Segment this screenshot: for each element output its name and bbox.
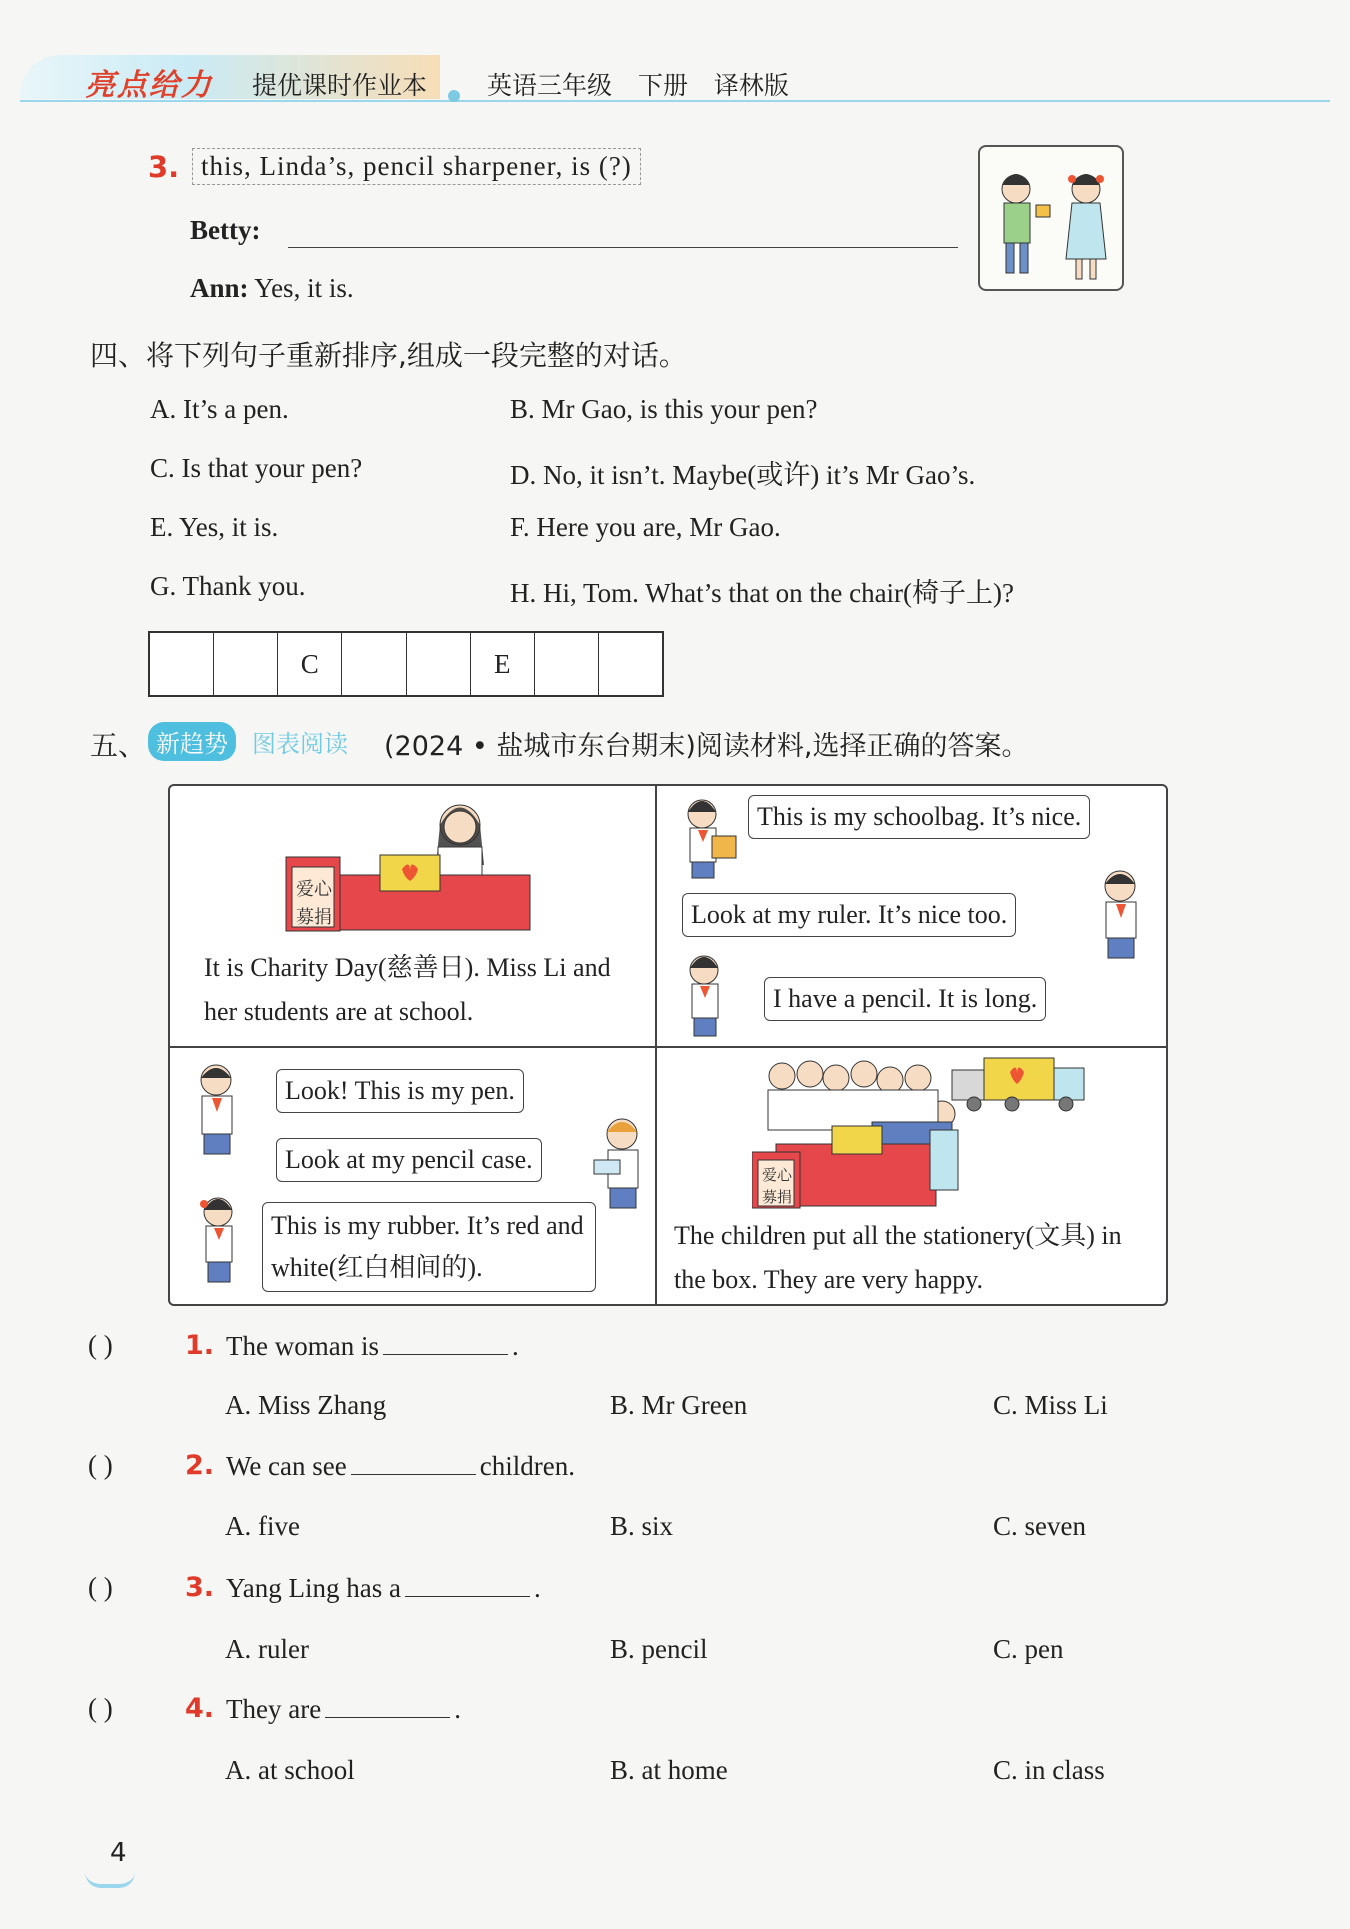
header-subtitle: 提优课时作业本 <box>252 71 428 100</box>
header-brand: 亮点给力 <box>85 68 213 103</box>
sign-1-line-2: 募捐 <box>296 907 332 928</box>
s4-option-g: G. Thank you. <box>150 571 306 601</box>
panel-4-text: The children put all the stationery(文具) in the box. They are very happy. <box>674 1221 1122 1294</box>
q1-paren[interactable]: ( ) <box>88 1330 113 1360</box>
q3-stem <box>226 1572 541 1604</box>
answer-cell-3[interactable]: C <box>278 633 342 695</box>
q1-after: . <box>511 1331 519 1361</box>
panel-3-bubble-1: Look! This is my pen. <box>276 1069 524 1113</box>
new-trend-badge: 新趋势 <box>148 722 236 761</box>
order-answer-box <box>148 631 664 697</box>
grid-divider-vertical <box>655 784 657 1306</box>
q4-option-b: B. at home <box>610 1755 728 1785</box>
q3-option-c: C. pen <box>993 1634 1064 1664</box>
betty-answer-line[interactable] <box>288 247 958 248</box>
q1-option-b: B. Mr Green <box>610 1390 748 1420</box>
panel-2-bubble-1: This is my schoolbag. It’s nice. <box>748 795 1090 839</box>
panel-2-bubble-2: Look at my ruler. It’s nice too. <box>682 893 1016 937</box>
grid-divider-horizontal <box>168 1046 1168 1048</box>
answer-cell-6[interactable]: E <box>471 633 535 695</box>
s4-option-d: D. No, it isn’t. Maybe(或许) it’s Mr Gao’s. <box>510 460 976 490</box>
q2-blank[interactable] <box>351 1450 476 1475</box>
q1-before: The woman is <box>226 1331 379 1361</box>
q2-after: children. <box>479 1451 575 1481</box>
s4-option-h: H. Hi, Tom. What’s that on the chair(椅子上)? <box>510 578 1015 608</box>
answer-cell-2[interactable] <box>214 633 278 695</box>
betty-label: Betty: <box>190 215 261 245</box>
q4-option-a: A. at school <box>225 1755 355 1785</box>
q2-paren[interactable]: ( ) <box>88 1450 113 1480</box>
q3-after: . <box>534 1573 541 1603</box>
s4-option-a: A. It’s a pen. <box>150 394 289 424</box>
section-4-title: 四、将下列句子重新排序,组成一段完整的对话。 <box>90 339 687 372</box>
q2-number: 2. <box>185 1450 215 1481</box>
betty-row <box>190 215 260 246</box>
sign-1-line-1: 爱心 <box>296 879 332 900</box>
section-5-title: (2024 • 盐城市东台期末)阅读材料,选择正确的答案。 <box>384 731 1029 762</box>
q2-option-b: B. six <box>610 1511 674 1541</box>
q2-option-c: C. seven <box>993 1511 1086 1541</box>
sign-2-line-1: 爱心 <box>762 1166 793 1184</box>
q4-before: They are <box>226 1694 322 1724</box>
q3-before: Yang Ling has a <box>226 1573 401 1603</box>
q1-blank[interactable] <box>383 1330 508 1355</box>
answer-cell-4[interactable] <box>342 633 406 695</box>
question-3-words: this, Linda’s, pencil sharpener, is (?) <box>192 148 641 185</box>
panel-3-bubble-2: Look at my pencil case. <box>276 1138 542 1182</box>
answer-cell-5[interactable] <box>407 633 471 695</box>
sign-2-line-2: 募捐 <box>762 1188 793 1206</box>
q2-stem <box>226 1450 575 1482</box>
girl-pencil-icon <box>676 948 740 1048</box>
panel-1-text: It is Charity Day(慈善日). Miss Li and her students are at school. <box>204 953 611 1026</box>
q3-blank[interactable] <box>405 1572 530 1597</box>
q4-option-c: C. in class <box>993 1755 1105 1785</box>
s4-option-f: F. Here you are, Mr Gao. <box>510 512 781 542</box>
q3-option-b: B. pencil <box>610 1634 708 1664</box>
donation-sign-2 <box>762 1164 792 1208</box>
donation-sign-1 <box>296 876 332 932</box>
girl-schoolbag-icon <box>676 794 740 888</box>
q3-option-a: A. ruler <box>225 1634 309 1664</box>
page-number: 4 <box>110 1838 127 1868</box>
ann-row <box>190 273 354 304</box>
q3-number: 3. <box>185 1572 215 1603</box>
s4-option-b: B. Mr Gao, is this your pen? <box>510 394 818 424</box>
answer-cell-1[interactable] <box>150 633 214 695</box>
children-donation-illustration <box>752 1052 1092 1216</box>
boy-ruler-icon <box>1082 864 1152 968</box>
panel-2-bubble-3: I have a pencil. It is long. <box>764 977 1046 1021</box>
q1-option-a: A. Miss Zhang <box>225 1390 387 1420</box>
answer-cell-8[interactable] <box>599 633 662 695</box>
answer-cell-7[interactable] <box>535 633 599 695</box>
header-dot <box>448 90 460 102</box>
page-number-arc <box>85 1872 135 1888</box>
boy-pen-icon <box>186 1058 260 1166</box>
ann-answer: Yes, it is. <box>254 273 354 303</box>
boy-pencil-case-icon <box>592 1112 652 1220</box>
header-book-info: 英语三年级 下册 译林版 <box>487 71 789 100</box>
ann-label: Ann: <box>190 273 249 303</box>
q1-option-c: C. Miss Li <box>993 1390 1108 1420</box>
q3-paren[interactable]: ( ) <box>88 1572 113 1602</box>
chart-reading-badge: 图表阅读 <box>252 730 348 758</box>
girl-rubber-icon <box>188 1190 256 1298</box>
two-girls-illustration <box>978 145 1124 291</box>
q1-stem <box>226 1330 519 1362</box>
q4-number: 4. <box>185 1693 215 1724</box>
s4-option-e: E. Yes, it is. <box>150 512 279 542</box>
question-3-number: 3. <box>148 150 180 184</box>
s4-option-c: C. Is that your pen? <box>150 453 363 483</box>
q2-option-a: A. five <box>225 1511 300 1541</box>
section-5-prefix: 五、 <box>90 729 147 762</box>
q2-before: We can see <box>226 1451 347 1481</box>
q4-after: . <box>454 1694 461 1724</box>
q4-blank[interactable] <box>325 1693 450 1718</box>
q1-number: 1. <box>185 1330 215 1361</box>
q4-paren[interactable]: ( ) <box>88 1693 113 1723</box>
q4-stem <box>226 1693 461 1725</box>
panel-3-bubble-3: This is my rubber. It’s red and white(红白相间的). <box>262 1202 596 1292</box>
